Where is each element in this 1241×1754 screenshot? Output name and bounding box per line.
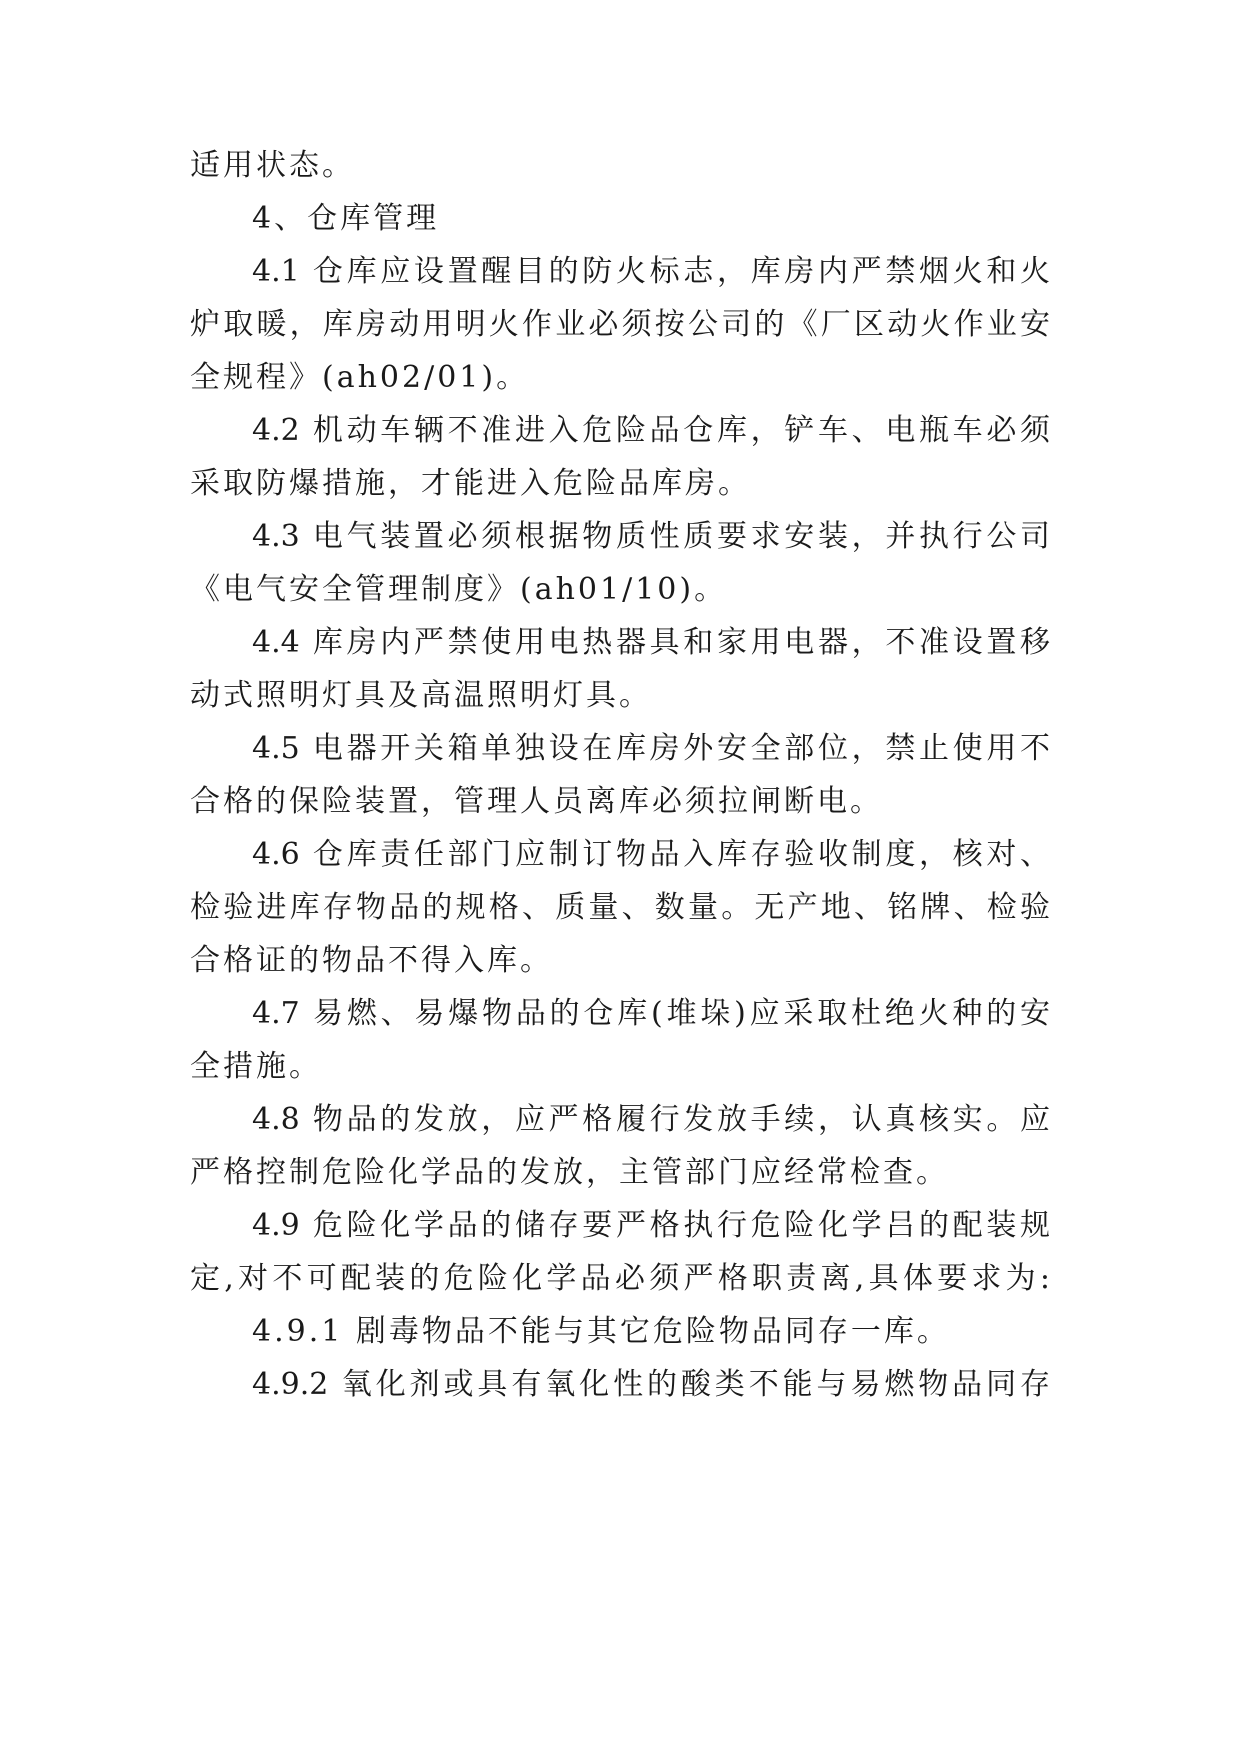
text-line: 动式照明灯具及高温照明灯具。 xyxy=(190,678,652,713)
text-line: 4.9.2 氧化剂或具有氧化性的酸类不能与易燃物品同存 xyxy=(252,1367,1050,1402)
text-line: 4.4 库房内严禁使用电热器具和家用电器，不准设置移 xyxy=(252,625,1050,660)
text-line: 合格的保险装置，管理人员离库必须拉闸断电。 xyxy=(190,784,883,819)
text-line: 4.3 电气装置必须根据物质性质要求安装，并执行公司 xyxy=(252,519,1050,554)
text-line: 4.7 易燃、易爆物品的仓库(堆垛)应采取杜绝火种的安 xyxy=(252,996,1050,1031)
text-line: 4.8 物品的发放，应严格履行发放手续，认真核实。应 xyxy=(252,1102,1050,1137)
text-line: 4.1 仓库应设置醒目的防火标志，库房内严禁烟火和火 xyxy=(252,254,1050,289)
text-line: 4.9 危险化学品的储存要严格执行危险化学吕的配装规 xyxy=(252,1208,1050,1243)
text-line: 适用状态。 xyxy=(190,148,355,183)
text-line: 4.9.1 剧毒物品不能与其它危险物品同存一库。 xyxy=(252,1314,950,1349)
section-heading: 4、仓库管理 xyxy=(252,201,440,236)
text-line: 检验进库存物品的规格、质量、数量。无产地、铭牌、检验 xyxy=(190,890,1050,925)
text-line: 《电气安全管理制度》(ah01/10)。 xyxy=(190,572,728,607)
text-line: 4.5 电器开关箱单独设在库房外安全部位，禁止使用不 xyxy=(252,731,1050,766)
text-line: 合格证的物品不得入库。 xyxy=(190,943,553,978)
text-line: 采取防爆措施，才能进入危险品库房。 xyxy=(190,466,751,501)
text-line: 全措施。 xyxy=(190,1049,322,1084)
text-line: 定,对不可配装的危险化学品必须严格职责离,具体要求为: xyxy=(190,1261,1050,1296)
text-line: 炉取暖，库房动用明火作业必须按公司的《厂区动火作业安 xyxy=(190,307,1050,342)
text-line: 4.2 机动车辆不准进入危险品仓库，铲车、电瓶车必须 xyxy=(252,413,1050,448)
text-line: 严格控制危险化学品的发放，主管部门应经常检查。 xyxy=(190,1155,949,1190)
text-line: 4.6 仓库责任部门应制订物品入库存验收制度，核对、 xyxy=(252,837,1050,872)
text-line: 全规程》(ah02/01)。 xyxy=(190,360,530,395)
